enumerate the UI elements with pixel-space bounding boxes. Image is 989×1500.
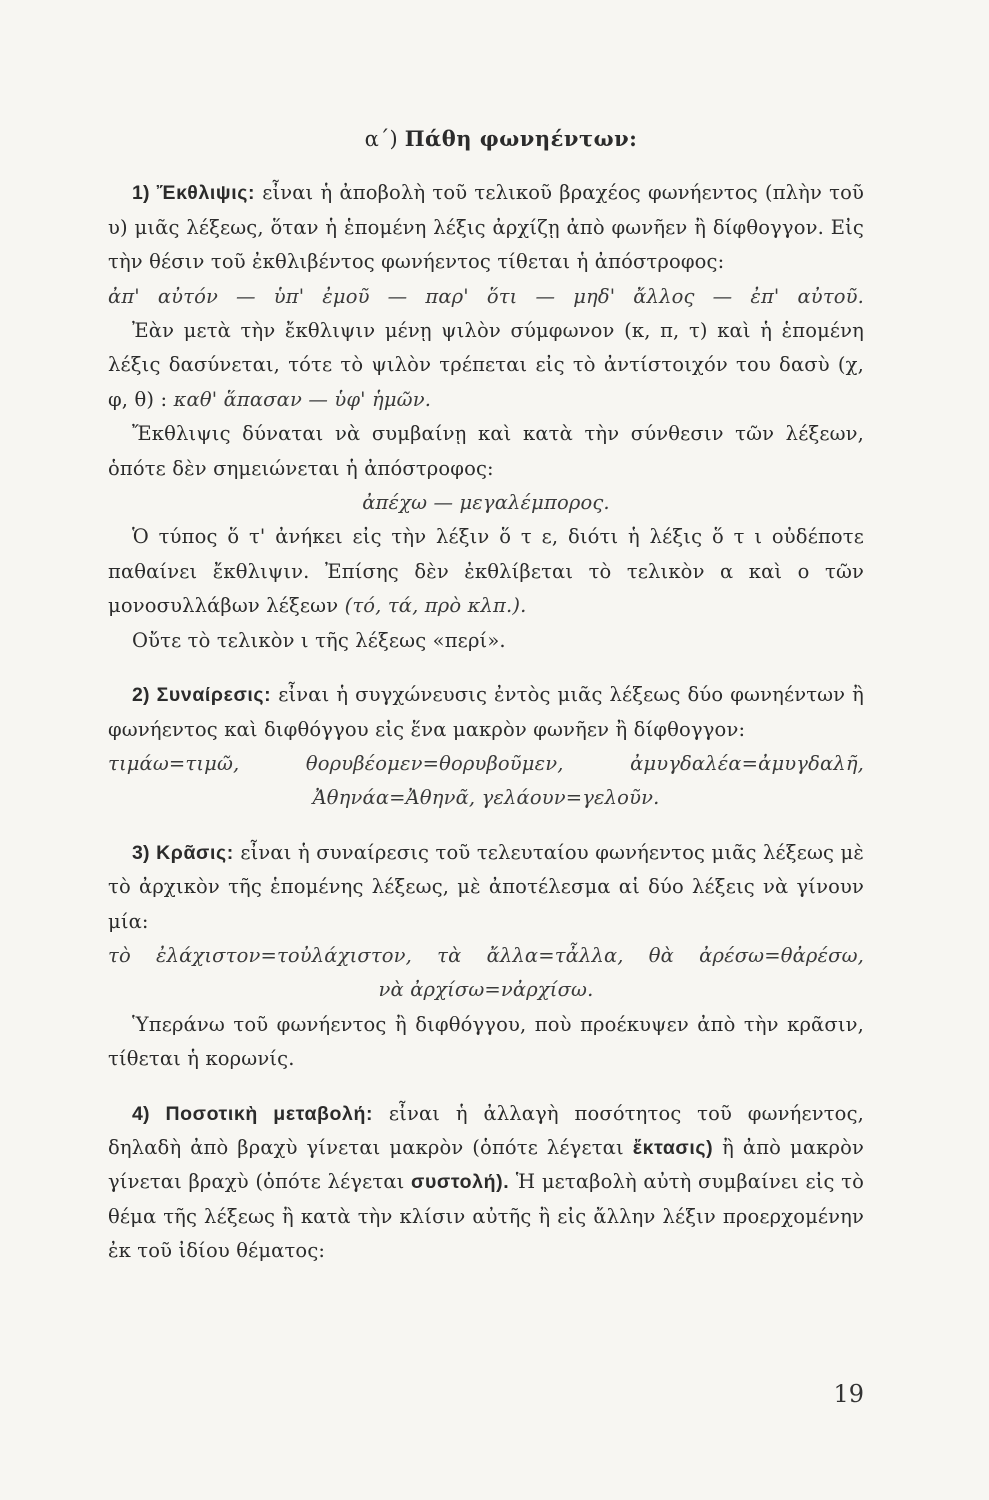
section-ekthlipsis <box>108 176 864 658</box>
section-label: Ποσοτικὴ μεταβολή: <box>165 1102 374 1125</box>
section-number: 3) <box>132 841 150 864</box>
section-synairesis <box>108 678 864 816</box>
page-body <box>108 122 864 1269</box>
section-label: Συναίρεσις: <box>156 684 272 707</box>
synairesis-example-2: Ἀθηνάα=Ἀθηνᾶ, γελάουν=γελοῦν. <box>312 786 660 810</box>
definition-text: εἶναι ἡ ἀποβολὴ τοῦ τελικοῦ βραχέος φωνήεντος (πλὴν τοῦ υ) μιᾶς λέξεως, ὅταν ἡ ἑπομένη λέξις ἀρχίζῃ ἀπὸ φωνῆεν ἢ δίφθογγον. Εἰς τὴν θέσιν τοῦ ἐκθλιβέντος φωνήεντος τίθεται ἡ ἀπόστροφος: <box>108 181 864 274</box>
section-krasis <box>108 836 864 1077</box>
ekthlipsis-para-5: Οὔτε τὸ τελικὸν ι τῆς λέξεως «περί». <box>132 628 506 652</box>
section-heading <box>138 122 864 156</box>
definition-text: Ἡ μεταβολὴ αὐτὴ συμβαίνει εἰς τὸ θέμα τῆς λέξεως ἢ κατὰ τὴν κλίσιν αὐτῆς ἢ εἰς ἄλλην λέξιν προερχομένην ἐκ τοῦ ἰδίου θέματος: <box>108 1170 864 1263</box>
ekthlipsis-para-2 <box>108 314 864 417</box>
section-number: 1) <box>132 182 150 205</box>
krasis-after: Ὑπεράνω τοῦ φωνήεντος ἢ διφθόγγου, ποὺ προέκυψεν ἀπὸ τὴν κρᾶσιν, τίθεται ἡ κορωνίς. <box>108 1012 864 1071</box>
term-ektasis: ἔκτασις) <box>632 1136 714 1159</box>
ekthlipsis-example-1: ἀπ' αὐτόν — ὑπ' ἐμοῦ — παρ' ὅτι — μηδ' ἄλλος — ἐπ' αὐτοῦ. <box>108 284 864 308</box>
para-example: (τό, τά, πρὸ κλπ.). <box>344 594 527 618</box>
ekthlipsis-para-4 <box>108 520 864 623</box>
section-number: 4) <box>132 1102 150 1125</box>
para-example: καθ' ἅπασαν — ὑφ' ἡμῶν. <box>173 387 432 411</box>
heading-prefix: α΄) <box>364 127 398 151</box>
definition-text: εἶναι ἡ συγχώνευσις ἐντὸς μιᾶς λέξεως δύο φωνηέντων ἢ φωνήεντος καὶ διφθόγγου εἰς ἕνα μακρὸν φωνῆεν ἢ δίφθογγον: <box>108 683 864 741</box>
synairesis-example-1: τιμάω=τιμῶ, θορυβέομεν=θορυβοῦμεν, ἀμυγδαλέα=ἀμυγδαλῆ, <box>108 751 864 775</box>
ekthlipsis-example-2: ἀπέχω — μεγαλέμπορος. <box>362 491 610 515</box>
section-label: Κρᾶσις: <box>156 841 234 864</box>
ekthlipsis-definition <box>108 176 864 279</box>
section-number: 2) <box>132 684 150 707</box>
term-systoli: συστολή). <box>411 1171 510 1194</box>
metavoli-definition <box>108 1097 864 1269</box>
para-text: Ὁ τύπος ὅ τ' ἀνήκει εἰς τὴν λέξιν ὅ τ ε, διότι ἡ λέξις ὅ τ ι οὐδέποτε παθαίνει ἔκθλιψιν. Ἐπίσης δὲν ἐκθλίβεται τὸ τελικὸν α καὶ ο τῶν μονοσυλλάβων λέξεων <box>108 525 864 618</box>
definition-text: ἢ ἀπὸ μακρὸν γίνεται βραχὺ (ὁπότε λέγεται <box>108 1135 864 1194</box>
synairesis-definition <box>108 678 864 747</box>
krasis-definition <box>108 836 864 939</box>
ekthlipsis-para-3: Ἔκθλιψις δύναται νὰ συμβαίνῃ καὶ κατὰ τὴν σύνθεσιν τῶν λέξεων, ὁπότε δὲν σημειώνεται ἡ ἀπόστροφος: <box>108 422 864 480</box>
krasis-example-1: τὸ ἐλάχιστον=τοὐλάχιστον, τὰ ἄλλα=τἆλλα, θὰ ἀρέσω=θἀρέσω, <box>108 943 864 967</box>
krasis-example-2: νὰ ἀρχίσω=νἀρχίσω. <box>378 978 594 1002</box>
section-label: Ἔκθλιψις: <box>156 182 256 205</box>
definition-text: εἶναι ἡ συναίρεσις τοῦ τελευταίου φωνήεντος μιᾶς λέξεως μὲ τὸ ἀρχικὸν τῆς ἑπομένης λέξεως, μὲ ἀποτέλεσμα αἱ δύο λέξεις νὰ γίνουν μία: <box>108 840 864 933</box>
page-number: 19 <box>833 1380 864 1408</box>
definition-text: εἶναι ἡ ἀλλαγὴ ποσότητος τοῦ φωνήεντος, δηλαδὴ ἀπὸ βραχὺ γίνεται μακρὸν (ὁπότε λέγεται <box>108 1101 864 1159</box>
section-posotiki-metavoli <box>108 1097 864 1269</box>
para-text: Ἐὰν μετὰ τὴν ἔκθλιψιν μένῃ ψιλὸν σύμφωνον (κ, π, τ) καὶ ἡ ἑπομένη λέξις δασύνεται, τότε τὸ ψιλὸν τρέπεται εἰς τὸ ἀντίστοιχόν του δασὺ (χ, φ, θ) : <box>108 319 864 411</box>
heading-title: Πάθη φωνηέντων: <box>404 126 638 151</box>
